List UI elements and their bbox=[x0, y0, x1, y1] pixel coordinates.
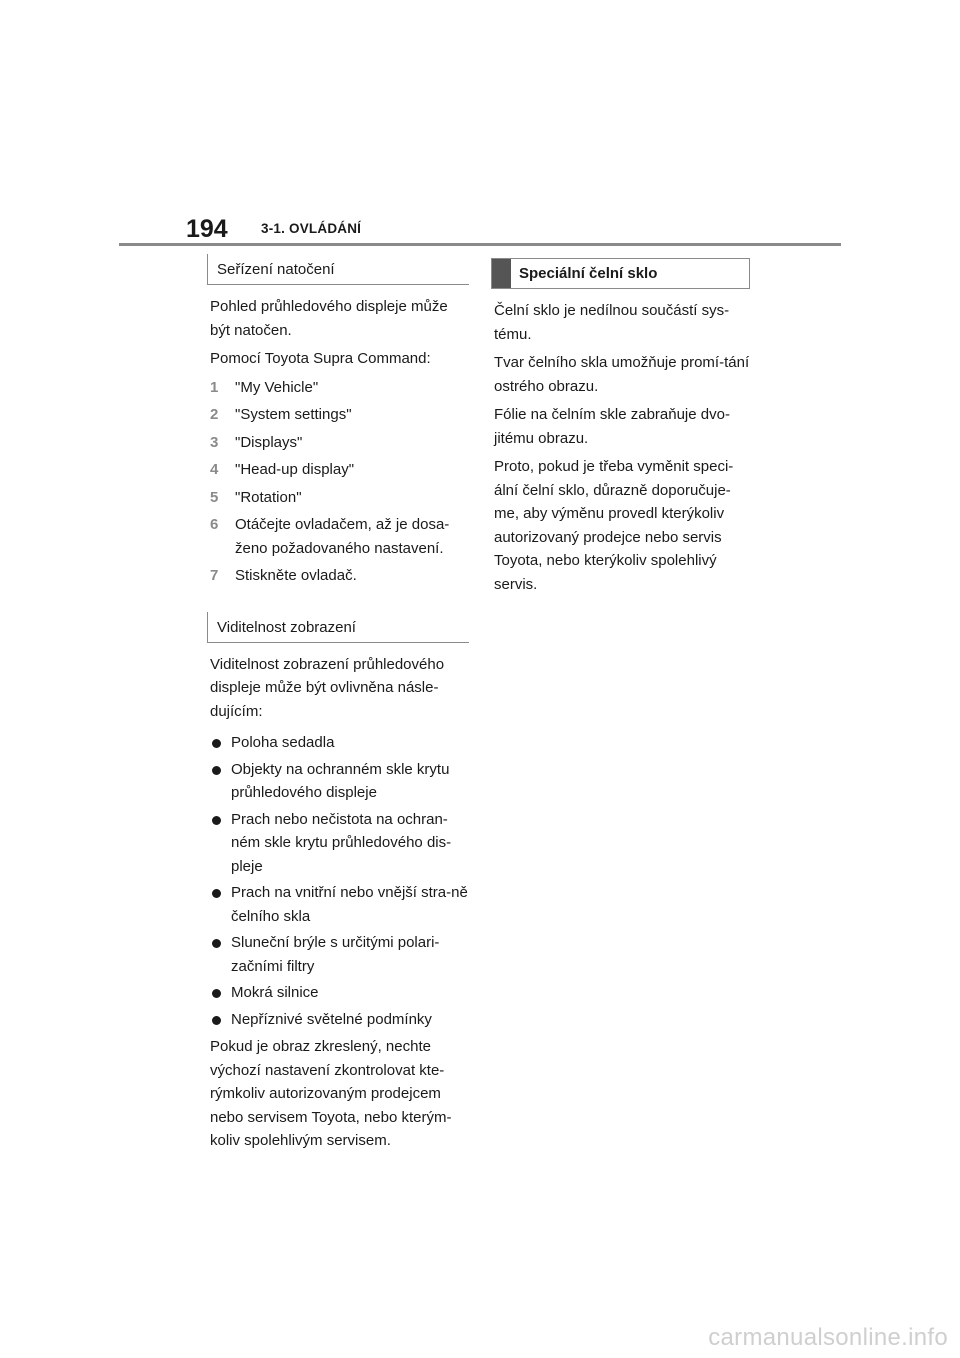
step-text: Stiskněte ovladač. bbox=[235, 567, 357, 584]
page-number: 194 bbox=[186, 215, 228, 243]
bullet-text: Prach na vnitřní nebo vnější stra-ně čelního skla bbox=[231, 884, 468, 925]
rotation-step bbox=[210, 431, 469, 455]
bullet-text: Prach nebo nečistota na ochran-ném skle krytu průhledového dis-pleje bbox=[231, 810, 452, 875]
visibility-outro: Pokud je obraz zkreslený, nechte výchozí nastavení zkontrolovat kte-rýmkoliv autorizovaným prodejcem nebo servisem Toyota, nebo kterým-koliv spolehlivým servisem. bbox=[210, 1038, 452, 1149]
step-number: 6 bbox=[210, 516, 219, 533]
windshield-paragraph: Fólie na čelním skle zabraňuje dvo-jitému obrazu. bbox=[494, 406, 730, 447]
step-number: 5 bbox=[210, 488, 219, 506]
rotation-step bbox=[210, 376, 469, 400]
bullet-dot bbox=[212, 939, 221, 948]
step-text: Otáčejte ovladačem, až je dosa-ženo požadovaného nastavení. bbox=[235, 516, 450, 557]
bullet-dot bbox=[212, 766, 221, 775]
visibility-intro: Viditelnost zobrazení průhledového displeje může být ovlivněna násle-dujícím: bbox=[210, 655, 445, 720]
step-text: "Rotation" bbox=[235, 488, 302, 506]
bullet-text: Mokrá silnice bbox=[231, 984, 319, 1001]
watermark: carmanualsonline.info bbox=[708, 1324, 948, 1351]
visibility-bullet bbox=[210, 758, 469, 805]
rotation-step bbox=[210, 564, 469, 588]
windshield-paragraph: Proto, pokud je třeba vyměnit speci-ální čelní sklo, důrazně doporučuje-me, aby výměnu provedl kterýkoliv autorizovaný prodejce nebo servis Toyota, nebo kterýkoliv spolehlivý servis. bbox=[494, 458, 734, 593]
step-number: 7 bbox=[210, 567, 219, 584]
header-rule bbox=[119, 243, 841, 246]
visibility-bullet bbox=[210, 931, 469, 978]
rotation-paragraph: Pomocí Toyota Supra Command: bbox=[210, 350, 431, 367]
step-number: 3 bbox=[210, 433, 219, 451]
right-column bbox=[491, 254, 753, 601]
step-text: "My Vehicle" bbox=[235, 378, 319, 396]
windshield-paragraph: Tvar čelního skla umožňuje promí-tání ostrého obrazu. bbox=[494, 354, 750, 395]
bullet-text: Nepříznivé světelné podmínky bbox=[231, 1010, 432, 1028]
heading-marker bbox=[492, 259, 511, 288]
rotation-heading: Seřízení natočení bbox=[207, 254, 469, 285]
visibility-bullet bbox=[210, 808, 469, 879]
step-number: 2 bbox=[210, 406, 219, 423]
step-text: "Displays" bbox=[235, 433, 303, 451]
step-number: 1 bbox=[210, 378, 219, 396]
visibility-bullet bbox=[210, 731, 469, 755]
rotation-step bbox=[210, 403, 469, 427]
visibility-bullet bbox=[210, 981, 469, 1005]
rotation-step bbox=[210, 513, 469, 560]
windshield-heading-text: Speciální čelní sklo bbox=[519, 265, 658, 282]
bullet-dot bbox=[212, 889, 221, 898]
visibility-bullet bbox=[210, 881, 469, 928]
bullet-text: Objekty na ochranném skle krytu průhledového displeje bbox=[231, 760, 450, 801]
bullet-dot bbox=[212, 739, 221, 748]
left-column bbox=[207, 254, 469, 1158]
rotation-step bbox=[210, 486, 469, 510]
visibility-heading: Viditelnost zobrazení bbox=[207, 612, 469, 643]
section-label: 3-1. OVLÁDÁNÍ bbox=[261, 221, 362, 236]
bullet-dot bbox=[212, 989, 221, 998]
bullet-dot bbox=[212, 816, 221, 825]
step-number: 4 bbox=[210, 461, 219, 478]
bullet-text: Poloha sedadla bbox=[231, 734, 335, 751]
rotation-paragraph: Pohled průhledového displeje může být natočen. bbox=[210, 298, 448, 339]
bullet-dot bbox=[212, 1016, 221, 1025]
windshield-paragraph: Čelní sklo je nedílnou součástí sys-tému. bbox=[494, 302, 730, 343]
step-text: "System settings" bbox=[235, 406, 352, 423]
step-text: "Head-up display" bbox=[235, 461, 355, 478]
bullet-text: Sluneční brýle s určitými polari-začními filtry bbox=[231, 934, 440, 975]
windshield-heading bbox=[491, 258, 750, 289]
rotation-step bbox=[210, 458, 469, 482]
visibility-bullet bbox=[210, 1008, 469, 1032]
